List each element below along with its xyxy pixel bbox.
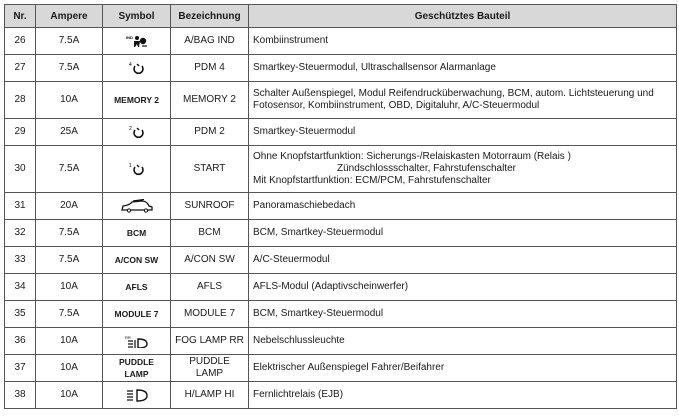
- cell-symbol: [103, 146, 171, 193]
- cell-nr: 30: [5, 146, 36, 193]
- cell-ampere: 10A: [36, 82, 103, 119]
- cell-nr: 36: [5, 328, 36, 355]
- cell-nr: 28: [5, 82, 36, 119]
- table-row: [5, 193, 677, 220]
- cell-bezeichnung: PDM 2: [171, 119, 249, 146]
- cell-bauteil: BCM, Smartkey-Steuermodul: [249, 220, 677, 247]
- table-row: [5, 28, 677, 55]
- start-icon-label: 1: [128, 163, 132, 169]
- pdm2-icon-label: 2: [128, 126, 132, 132]
- cell-symbol: MEMORY 2: [103, 82, 171, 119]
- cell-bezeichnung: PDM 4: [171, 55, 249, 82]
- cell-bauteil: BCM, Smartkey-Steuermodul: [249, 301, 677, 328]
- cell-symbol: [103, 382, 171, 409]
- cell-nr: 35: [5, 301, 36, 328]
- cell-ampere: 7.5A: [36, 55, 103, 82]
- airbag-indicator-icon: [126, 34, 148, 48]
- cell-nr: 27: [5, 55, 36, 82]
- cell-bauteil: Smartkey-Steuermodul: [249, 119, 677, 146]
- bauteil-line: Fotosensor, Kombiinstrument, OBD, Digitaluhr, A/C-Steuermodul: [253, 100, 540, 111]
- fog-icon-label: RR: [124, 335, 131, 340]
- header-symbol: Symbol: [103, 5, 171, 28]
- table-row: [5, 328, 677, 355]
- cell-bezeichnung: SUNROOF: [171, 193, 249, 220]
- cell-symbol: A/CON SW: [103, 247, 171, 274]
- cell-nr: 32: [5, 220, 36, 247]
- cell-bezeichnung: AFLS: [171, 274, 249, 301]
- table-row: [5, 274, 677, 301]
- cell-ampere: 7.5A: [36, 220, 103, 247]
- cell-bauteil: Elektrischer Außenspiegel Fahrer/Beifahrer: [249, 355, 677, 382]
- cell-bauteil: [249, 146, 677, 193]
- bauteil-line: Zündschlossschalter, Fahrstufenschalter: [337, 163, 516, 174]
- sunroof-icon: [120, 199, 154, 213]
- cell-bezeichnung: A/CON SW: [171, 247, 249, 274]
- cell-bauteil: [249, 82, 677, 119]
- cell-ampere: 10A: [36, 328, 103, 355]
- cell-symbol: [103, 193, 171, 220]
- cell-nr: 34: [5, 274, 36, 301]
- pdm2-power-icon: [128, 125, 146, 139]
- cell-symbol: PUDDLE LAMP: [103, 355, 171, 382]
- table-row: [5, 355, 677, 382]
- table-row: [5, 247, 677, 274]
- cell-symbol: AFLS: [103, 274, 171, 301]
- cell-symbol: [103, 328, 171, 355]
- bauteil-line: Schalter Außenspiegel, Modul Reifendrucküberwachung, BCM, autom. Lichtsteuerung und: [253, 88, 654, 99]
- header-nr: Nr.: [5, 5, 36, 28]
- start-power-icon: [128, 162, 146, 176]
- fuse-table: [4, 4, 677, 409]
- table-row: [5, 55, 677, 82]
- bauteil-line: Mit Knopfstartfunktion: ECM/PCM, Fahrstufenschalter: [253, 175, 491, 186]
- cell-nr: 33: [5, 247, 36, 274]
- cell-bezeichnung: PUDDLE LAMP: [171, 355, 249, 382]
- high-beam-icon: [125, 388, 149, 402]
- cell-nr: 31: [5, 193, 36, 220]
- cell-bauteil: Smartkey-Steuermodul, Ultraschallsensor Alarmanlage: [249, 55, 677, 82]
- header-bezeichnung: Bezeichnung: [171, 5, 249, 28]
- pdm4-icon-label: 4: [128, 62, 132, 68]
- header-bauteil: Geschütztes Bauteil: [249, 5, 677, 28]
- airbag-icon-label: IND: [125, 35, 133, 40]
- cell-symbol: MODULE 7: [103, 301, 171, 328]
- cell-bauteil: Kombiinstrument: [249, 28, 677, 55]
- cell-ampere: 7.5A: [36, 28, 103, 55]
- cell-nr: 29: [5, 119, 36, 146]
- cell-ampere: 7.5A: [36, 247, 103, 274]
- table-header-row: [5, 5, 677, 28]
- cell-nr: 38: [5, 382, 36, 409]
- cell-ampere: 7.5A: [36, 146, 103, 193]
- header-ampere: Ampere: [36, 5, 103, 28]
- cell-ampere: 20A: [36, 193, 103, 220]
- bauteil-line: Ohne Knopfstartfunktion: Sicherungs-/Relaiskasten Motorraum (Relais ): [253, 151, 571, 162]
- cell-bauteil: Panoramaschiebedach: [249, 193, 677, 220]
- table-row: [5, 82, 677, 119]
- cell-bezeichnung: START: [171, 146, 249, 193]
- pdm4-power-icon: [128, 61, 146, 75]
- cell-bezeichnung: MEMORY 2: [171, 82, 249, 119]
- table-row: [5, 220, 677, 247]
- table-row: [5, 301, 677, 328]
- cell-symbol: [103, 119, 171, 146]
- table-row: [5, 146, 677, 193]
- cell-bauteil: Fernlichtrelais (EJB): [249, 382, 677, 409]
- cell-bezeichnung: H/LAMP HI: [171, 382, 249, 409]
- cell-bauteil: AFLS-Modul (Adaptivscheinwerfer): [249, 274, 677, 301]
- cell-nr: 37: [5, 355, 36, 382]
- cell-bezeichnung: BCM: [171, 220, 249, 247]
- cell-bauteil: Nebelschlussleuchte: [249, 328, 677, 355]
- cell-bezeichnung: MODULE 7: [171, 301, 249, 328]
- cell-symbol: BCM: [103, 220, 171, 247]
- cell-bauteil: A/C-Steuermodul: [249, 247, 677, 274]
- cell-nr: 26: [5, 28, 36, 55]
- cell-bezeichnung: A/BAG IND: [171, 28, 249, 55]
- table-row: [5, 382, 677, 409]
- cell-ampere: 10A: [36, 382, 103, 409]
- cell-ampere: 7.5A: [36, 301, 103, 328]
- cell-symbol: [103, 55, 171, 82]
- cell-ampere: 25A: [36, 119, 103, 146]
- cell-bezeichnung: FOG LAMP RR: [171, 328, 249, 355]
- rear-fog-lamp-icon: [125, 334, 149, 348]
- cell-symbol: [103, 28, 171, 55]
- cell-ampere: 10A: [36, 355, 103, 382]
- table-row: [5, 119, 677, 146]
- cell-ampere: 10A: [36, 274, 103, 301]
